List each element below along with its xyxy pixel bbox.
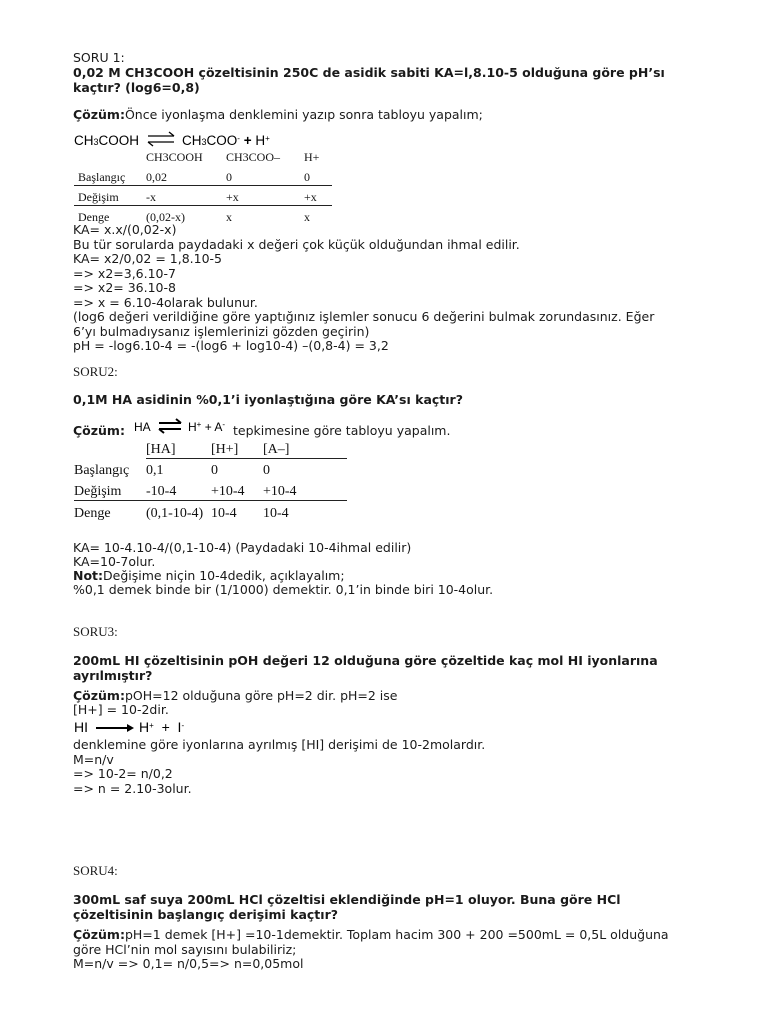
table-header: CH3COO–: [226, 150, 281, 164]
table-cell: +x: [304, 185, 332, 205]
q3-h-line: [H+] = 10-2dir.: [73, 702, 169, 717]
table-cell: 0: [211, 463, 218, 478]
table-cell: -10-4: [146, 479, 211, 500]
table-cell: (0,02-x): [146, 210, 185, 224]
table-cell: Değişim: [74, 185, 146, 205]
table-cell: +10-4: [263, 479, 347, 500]
table-cell: 0: [226, 165, 304, 185]
q2-heading: SORU2:: [73, 364, 118, 379]
table-row: [74, 185, 332, 205]
q4-heading: SORU4:: [73, 863, 118, 878]
q4-last-line: M=n/v => 0,1= n/0,5=> n=0,05mol: [73, 956, 304, 971]
q3-solution-text: pOH=12 olduğuna göre pH=2 dir. pH=2 ise: [124, 688, 398, 703]
table-cell: 0: [263, 463, 270, 478]
table-header: [H+]: [211, 438, 263, 458]
q3-solution-label: Çözüm:: [73, 688, 125, 703]
q1-reactant: CH3COOH: [74, 133, 140, 148]
table-cell: Değişim: [74, 479, 146, 500]
table-header: [HA]: [146, 438, 211, 458]
q3-reaction-right: H+ + I-: [139, 719, 185, 735]
table-cell: Denge: [78, 210, 110, 224]
q2-note-text: Değişime niçin 10-4dedik, açıklayalım;: [103, 568, 345, 583]
q1-reaction: [74, 133, 139, 148]
q3-work-lines: [73, 738, 485, 796]
q2-question: 0,1M HA asidinin %0,1’i iyonlaştığına göre KA’sı kaçtır?: [73, 392, 463, 407]
q3-question: 200mL HI çözeltisinin pOH değeri 12 olduğuna göre çözeltide kaç mol HI iyonlarına ayrılmıştır?: [73, 653, 658, 683]
table-cell: 0: [304, 165, 332, 185]
table-cell: x: [304, 210, 310, 224]
table-row: [74, 165, 332, 185]
table-header: [A–]: [263, 438, 347, 458]
table-cell: +10-4: [211, 479, 263, 500]
q2-explain: %0,1 demek binde bir (1/1000) demektir. 0,1’in binde biri 10-4olur.: [73, 582, 494, 597]
table-cell: Başlangıç: [74, 165, 146, 185]
equilibrium-arrow-icon: [146, 131, 176, 147]
table-header: H+: [304, 150, 320, 164]
q4-question: 300mL saf suya 200mL HCl çözeltisi eklendiğinde pH=1 oluyor. Buna göre HCl çözeltisinin başlangıç derişimi kaçtır?: [73, 892, 621, 922]
text-line: denklemine göre iyonlarına ayrılmış [HI] derişimi de 10-2molardır.: [73, 737, 486, 752]
q4-solution: [73, 928, 693, 957]
text-line: pH = -log6.10-4 = -(log6 + log10-4) –(0,8-4) = 3,2: [73, 338, 389, 353]
table-header-row: [74, 150, 332, 165]
table-cell: -x: [146, 185, 226, 205]
q2-solution-label: Çözüm:: [73, 423, 125, 438]
text-line: => 10-2= n/0,2: [73, 766, 173, 781]
q1-work-lines: [73, 223, 654, 354]
q1-solution-intro: Önce iyonlaşma denklemini yazıp sonra tabloyu yapalım;: [124, 107, 483, 122]
q1-products: CH3COO- + H+: [182, 133, 270, 148]
q2-ka-line-1: KA= 10-4.10-4/(0,1-10-4) (Paydadaki 10-4ihmal edilir): [73, 540, 412, 555]
table-header: CH3COOH: [146, 150, 203, 164]
table-row: [74, 479, 347, 500]
table-cell: 10-4: [263, 506, 289, 521]
q1-ice-table: [74, 150, 332, 225]
q2-after-reaction: tepkimesine göre tabloyu yapalım.: [233, 423, 451, 438]
q2-ice-table: [74, 438, 347, 522]
table-row: [74, 458, 347, 479]
q1-solution-label: Çözüm:: [73, 107, 125, 122]
q4-solution-text: pH=1 demek [H+] =10-1demektir. Toplam hacim 300 + 200 =500mL = 0,5L olduğuna göre HCl’nin mol sayısını bulabiliriz;: [73, 927, 669, 957]
table-header-row: [74, 438, 347, 458]
text-line: => x = 6.10-4olarak bulunur.: [73, 294, 258, 310]
text-line: 6’yı bulmadıysanız işlemlerinizi gözden geçirin): [73, 323, 370, 339]
reaction-arrow-icon: [94, 723, 136, 733]
text-line: (log6 değeri verildiğine göre yaptığınız işlemler sonucu 6 değerini bulmak zorundasınız. Eğer: [73, 309, 655, 324]
q1-solution: [73, 108, 483, 123]
text-line: M=n/v: [73, 751, 114, 767]
table-cell: 0,02: [146, 165, 226, 185]
table-cell: +x: [226, 185, 304, 205]
table-cell: 0,1: [146, 463, 164, 478]
q2-ka-line-2: KA=10-7olur.: [73, 554, 156, 569]
q2-reaction-left: HA: [134, 420, 151, 434]
q2-note-label: Not:: [73, 568, 104, 583]
table-cell: x: [226, 210, 232, 224]
table-cell: 10-4: [211, 506, 237, 521]
text-line: => x2=3,6.10-7: [73, 265, 176, 281]
text-line: => x2= 36.10-8: [73, 280, 176, 295]
text-line: => n = 2.10-3olur.: [73, 780, 192, 796]
text-line: KA= x.x/(0,02-x): [73, 222, 177, 237]
q1-question: 0,02 M CH3COOH çözeltisinin 250C de asidik sabiti KA=l,8.10-5 olduğuna göre pH’sı kaçtır? (log6=0,8): [73, 65, 665, 95]
q1-heading: SORU 1:: [73, 50, 125, 65]
table-cell: Denge: [74, 506, 111, 521]
q3-reaction-left: HI: [74, 719, 88, 735]
table-cell: Başlangıç: [74, 463, 130, 478]
table-cell: (0,1-10-4): [146, 506, 204, 521]
text-line: KA= x2/0,02 = 1,8.10-5: [73, 251, 223, 266]
text-line: Bu tür sorularda paydadaki x değeri çok küçük olduğundan ihmal edilir.: [73, 236, 520, 252]
table-row: [74, 500, 347, 522]
q4-solution-label: Çözüm:: [73, 927, 125, 942]
q3-heading: SORU3:: [73, 624, 118, 639]
equilibrium-arrow-icon: [157, 418, 183, 434]
q2-reaction-right: H+ + A-: [188, 420, 226, 434]
